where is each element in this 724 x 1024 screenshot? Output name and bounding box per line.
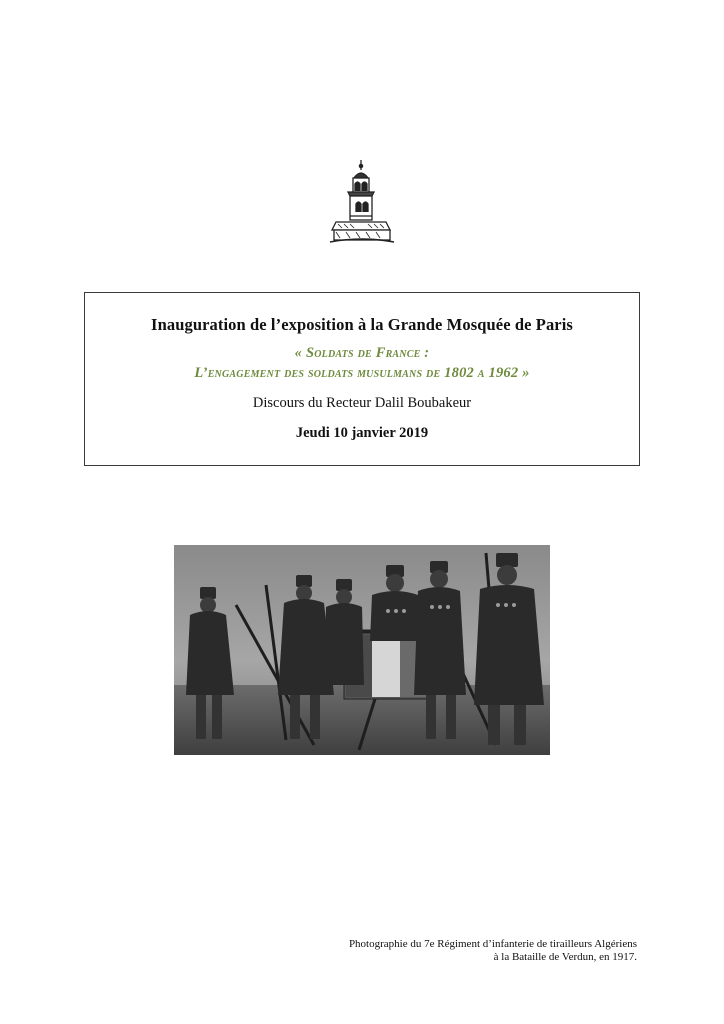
page-title: Inauguration de l’exposition à la Grande Mosquée de Paris: [151, 315, 573, 334]
exhibition-subtitle-line-2: L’engagement des soldats musulmans de 1802 a 1962 »: [194, 365, 530, 381]
event-date: Jeudi 10 janvier 2019: [295, 425, 429, 441]
exhibition-subtitle-line-1: « Soldats de France :: [294, 345, 430, 361]
speech-byline: Discours du Recteur Dalil Boubakeur: [252, 395, 472, 411]
photo-caption-line-2: à la Bataille de Verdun, en 1917.: [493, 951, 637, 963]
title-frame: [84, 292, 640, 466]
mosque-minaret-icon: [328, 160, 396, 246]
photo-caption: [349, 938, 637, 964]
historic-soldiers-photo: [174, 545, 550, 755]
photo-caption-line-1: Photographie du 7e Régiment d’infanterie de tirailleurs Algériens: [348, 938, 637, 950]
